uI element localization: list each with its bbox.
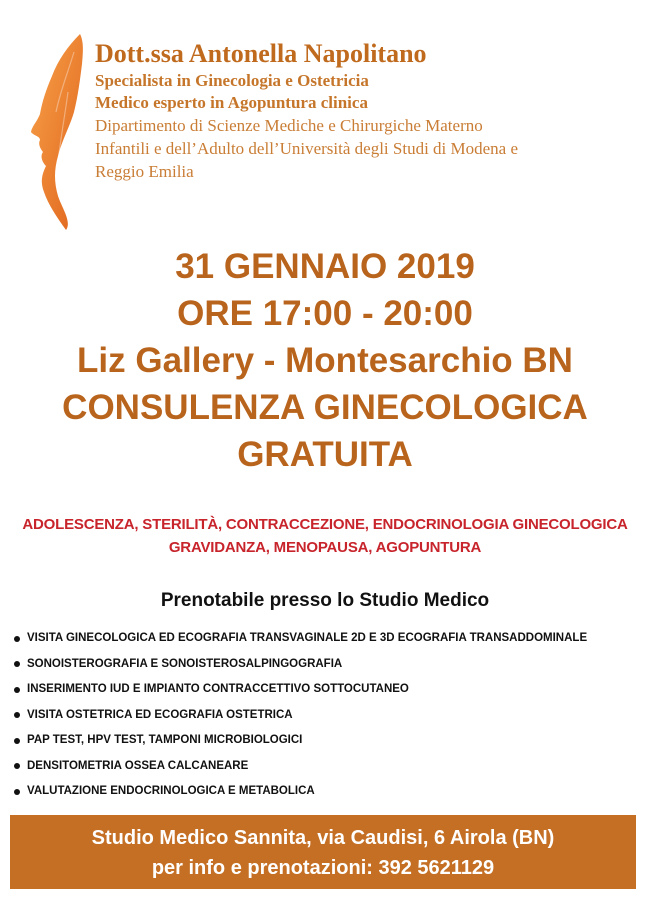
topics-line-2: GRAVIDANZA, MENOPAUSA, AGOPUNTURA <box>168 539 482 556</box>
bullet-icon <box>14 789 20 795</box>
bullet-icon <box>14 661 20 667</box>
service-item <box>14 728 639 754</box>
service-item <box>14 626 639 652</box>
event-time: ORE 17:00 - 20:00 <box>177 294 473 333</box>
event-block <box>0 243 650 478</box>
event-title-line-1: CONSULENZA GINECOLOGICA <box>62 388 588 427</box>
doctor-header <box>95 38 635 183</box>
department-line-1: Dipartimento di Scienze Mediche e Chirurgiche Materno <box>95 116 483 135</box>
service-item <box>14 754 639 780</box>
event-date: 31 GENNAIO 2019 <box>175 247 475 286</box>
doctor-name: Dott.ssa Antonella Napolitano <box>95 39 427 68</box>
specialty-line-2: Medico esperto in Agopuntura clinica <box>95 93 368 112</box>
department-line-3: Reggio Emilia <box>95 162 194 181</box>
bullet-icon <box>14 763 20 769</box>
service-label: PAP TEST, HPV TEST, TAMPONI MICROBIOLOGICI <box>27 734 303 746</box>
service-label: INSERIMENTO IUD E IMPIANTO CONTRACCETTIVO SOTTOCUTANEO <box>27 683 409 695</box>
service-label: VISITA GINECOLOGICA ED ECOGRAFIA TRANSVAGINALE 2D E 3D ECOGRAFIA TRANSADDOMINALE <box>27 632 588 644</box>
event-title-line-2: GRATUITA <box>237 435 413 474</box>
service-label: SONOISTEROGRAFIA E SONOISTEROSALPINGOGRAFIA <box>27 657 343 670</box>
service-item <box>14 677 639 703</box>
event-location: Liz Gallery - Montesarchio BN <box>77 341 573 380</box>
footer-contact: per info e prenotazioni: 392 5621129 <box>151 857 495 879</box>
female-profile-silhouette-icon <box>28 32 90 232</box>
footer-address: Studio Medico Sannita, via Caudisi, 6 Airola (BN) <box>91 827 555 849</box>
footer-banner <box>10 815 636 889</box>
service-item <box>14 779 639 805</box>
service-label: VALUTAZIONE ENDOCRINOLOGICA E METABOLICA <box>27 785 315 797</box>
bullet-icon <box>14 636 20 642</box>
bullet-icon <box>14 738 20 744</box>
service-item <box>14 703 639 729</box>
department-line-2: Infantili e dell’Adulto dell’Università degli Studi di Modena e <box>95 139 519 158</box>
bullet-icon <box>14 687 20 693</box>
services-list <box>14 626 639 805</box>
booking-title: Prenotabile presso lo Studio Medico <box>160 590 490 611</box>
service-label: DENSITOMETRIA OSSEA CALCANEARE <box>27 759 249 772</box>
topics-block <box>0 513 650 559</box>
bullet-icon <box>14 712 20 718</box>
service-label: VISITA OSTETRICA ED ECOGRAFIA OSTETRICA <box>27 708 293 721</box>
topics-line-1: ADOLESCENZA, STERILITÀ, CONTRACCEZIONE, ENDOCRINOLOGIA GINECOLOGICA <box>22 516 628 533</box>
service-item <box>14 652 639 678</box>
specialty-line-1: Specialista in Ginecologia e Ostetricia <box>95 71 369 90</box>
